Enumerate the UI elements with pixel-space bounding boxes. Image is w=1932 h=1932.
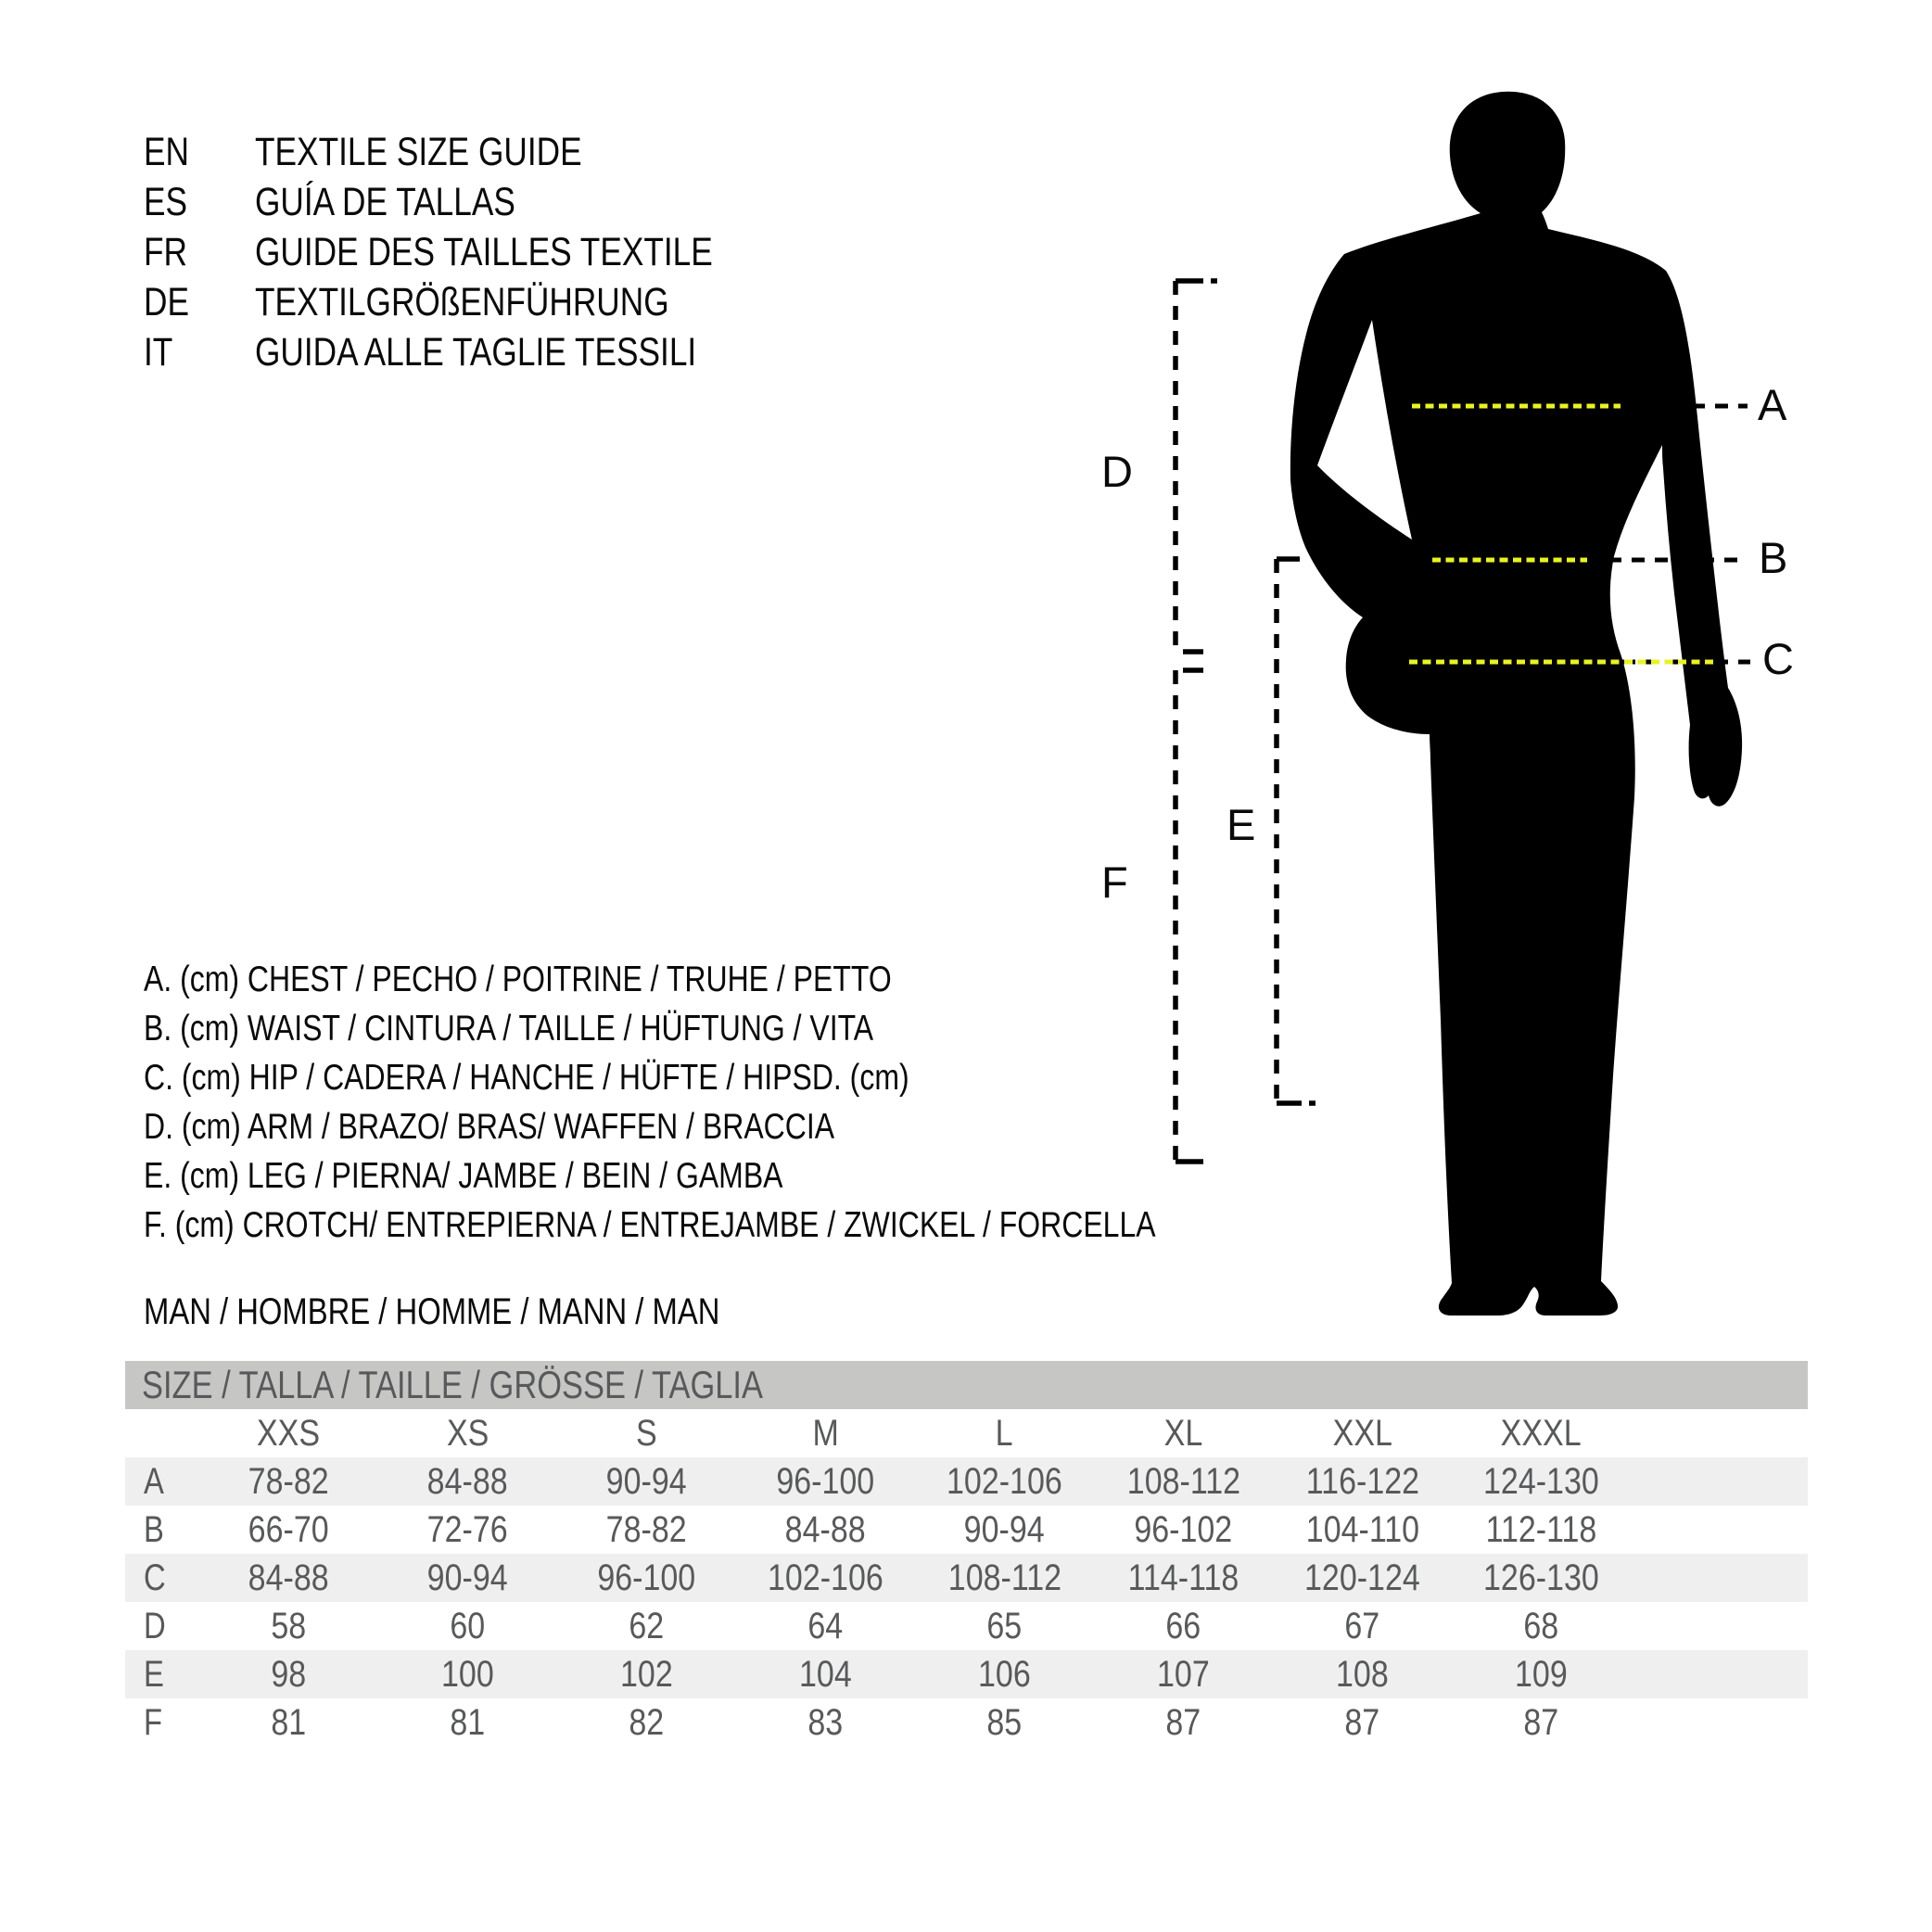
row-label: F [144,1701,163,1743]
size-column-header [1273,1413,1452,1455]
size-column-header [915,1413,1094,1455]
size-value-cell: 87 [1344,1701,1380,1743]
table-row [125,1602,1808,1650]
size-value-cell: 116-122 [1305,1460,1419,1502]
size-value-cell: 68 [1523,1605,1559,1646]
legend-line-crotch: F. (cm) CROTCH/ ENTREPIERNA / ENTREJAMBE / ZWICKEL / FORCELLA [144,1204,1156,1245]
size-value-cell: 85 [986,1701,1023,1743]
size-value-cell: 84-88 [248,1557,329,1598]
table-row [125,1650,1808,1698]
table-row [125,1457,1808,1506]
size-table-rows [125,1457,1808,1747]
size-value-cell: 81 [271,1701,307,1743]
size-column-header [736,1413,915,1455]
language-code: DE [144,279,189,324]
crotch-label: F [1101,858,1128,907]
waist-label: B [1759,533,1788,582]
legend-line-waist: B. (cm) WAIST / CINTURA / TAILLE / HÜFTUNG / VITA [144,1008,874,1049]
legend-line-hip: C. (cm) HIP / CADERA / HANCHE / HÜFTE / HIPSD. (cm) [144,1057,909,1098]
size-value-cell: 96-100 [776,1460,875,1502]
size-value-cell: 83 [807,1701,844,1743]
size-value-cell: 108-112 [1126,1460,1240,1502]
category-line-text: MAN / HOMBRE / HOMME / MANN / MAN [144,1291,720,1332]
size-value-cell: 64 [807,1605,844,1646]
size-column-header [378,1413,557,1455]
size-value-cell: 126-130 [1483,1557,1599,1598]
size-column-label: XXXL [1501,1412,1582,1454]
size-column-label: XS [446,1412,489,1454]
size-value-cell: 104-110 [1305,1508,1419,1550]
row-label: A [144,1460,164,1502]
arm-label: D [1101,447,1133,496]
row-label: B [144,1508,164,1550]
size-column-label: L [996,1412,1013,1454]
size-value-cell: 96-102 [1134,1508,1233,1550]
table-row [125,1506,1808,1554]
size-columns-row [125,1409,1808,1457]
size-value-cell: 84-88 [785,1508,866,1550]
size-value-cell: 98 [271,1653,307,1695]
language-title: GUIDA ALLE TAGLIE TESSILI [255,329,697,375]
size-value-cell: 100 [441,1653,494,1695]
size-value-cell: 72-76 [427,1508,508,1550]
size-value-cell: 78-82 [606,1508,687,1550]
table-row [125,1698,1808,1747]
legend-line-arm: D. (cm) ARM / BRAZO/ BRAS/ WAFFEN / BRACCIA [144,1106,835,1147]
size-column-label: XXS [257,1412,321,1454]
category-line [144,1291,846,1333]
language-title: TEXTILGRÖßENFÜHRUNG [255,279,669,324]
size-value-cell: 66 [1165,1605,1201,1646]
size-value-cell: 84-88 [427,1460,508,1502]
row-label: C [144,1557,166,1598]
language-code: FR [144,229,188,274]
language-code: ES [144,179,188,224]
size-column-label: M [812,1412,839,1454]
size-value-cell: 81 [450,1701,486,1743]
size-column-label: S [636,1412,657,1454]
size-value-cell: 90-94 [606,1460,687,1502]
table-row [125,1554,1808,1602]
size-value-cell: 87 [1523,1701,1559,1743]
size-value-cell: 66-70 [248,1508,329,1550]
size-value-cell: 87 [1165,1701,1201,1743]
size-value-cell: 112-118 [1485,1508,1597,1550]
size-value-cell: 114-118 [1127,1557,1239,1598]
row-label: E [144,1653,164,1695]
size-value-cell: 78-82 [248,1460,329,1502]
size-value-cell: 65 [986,1605,1023,1646]
leg-label: E [1227,800,1256,849]
size-value-cell: 90-94 [964,1508,1045,1550]
size-value-cell: 120-124 [1304,1557,1420,1598]
size-value-cell: 82 [629,1701,665,1743]
size-value-cell: 67 [1344,1605,1380,1646]
size-value-cell: 107 [1157,1653,1210,1695]
size-value-cell: 108 [1336,1653,1389,1695]
size-column-label: XL [1163,1412,1203,1454]
size-table-title-bar [125,1361,1808,1409]
size-table-title: SIZE / TALLA / TAILLE / GRÖSSE / TAGLIA [142,1363,763,1406]
size-value-cell: 102 [620,1653,673,1695]
language-title: GUÍA DE TALLAS [255,179,515,224]
size-value-cell: 96-100 [597,1557,696,1598]
row-label: D [144,1605,166,1646]
chest-label: A [1758,380,1787,429]
size-column-label: XXL [1332,1412,1392,1454]
hip-label: C [1762,634,1794,683]
size-table [125,1361,1808,1747]
legend-line-chest: A. (cm) CHEST / PECHO / POITRINE / TRUHE / PETTO [144,959,892,999]
size-value-cell: 90-94 [427,1557,508,1598]
size-value-cell: 58 [271,1605,307,1646]
language-title: TEXTILE SIZE GUIDE [255,129,582,174]
size-value-cell: 102-106 [768,1557,883,1598]
language-title: GUIDE DES TAILLES TEXTILE [255,229,713,274]
size-column-header [199,1413,378,1455]
measurement-legend [144,955,1378,1250]
size-value-cell: 102-106 [947,1460,1062,1502]
size-value-cell: 104 [799,1653,852,1695]
language-code: IT [144,329,173,375]
size-value-cell: 60 [450,1605,486,1646]
size-value-cell: 109 [1515,1653,1568,1695]
language-code: EN [144,129,189,174]
size-value-cell: 62 [629,1605,665,1646]
size-column-header [557,1413,736,1455]
size-value-cell: 106 [978,1653,1031,1695]
size-value-cell: 124-130 [1483,1460,1599,1502]
legend-line-leg: E. (cm) LEG / PIERNA/ JAMBE / BEIN / GAMBA [144,1155,783,1196]
size-column-header [1452,1413,1631,1455]
size-column-header [1094,1413,1273,1455]
size-value-cell: 108-112 [947,1557,1061,1598]
